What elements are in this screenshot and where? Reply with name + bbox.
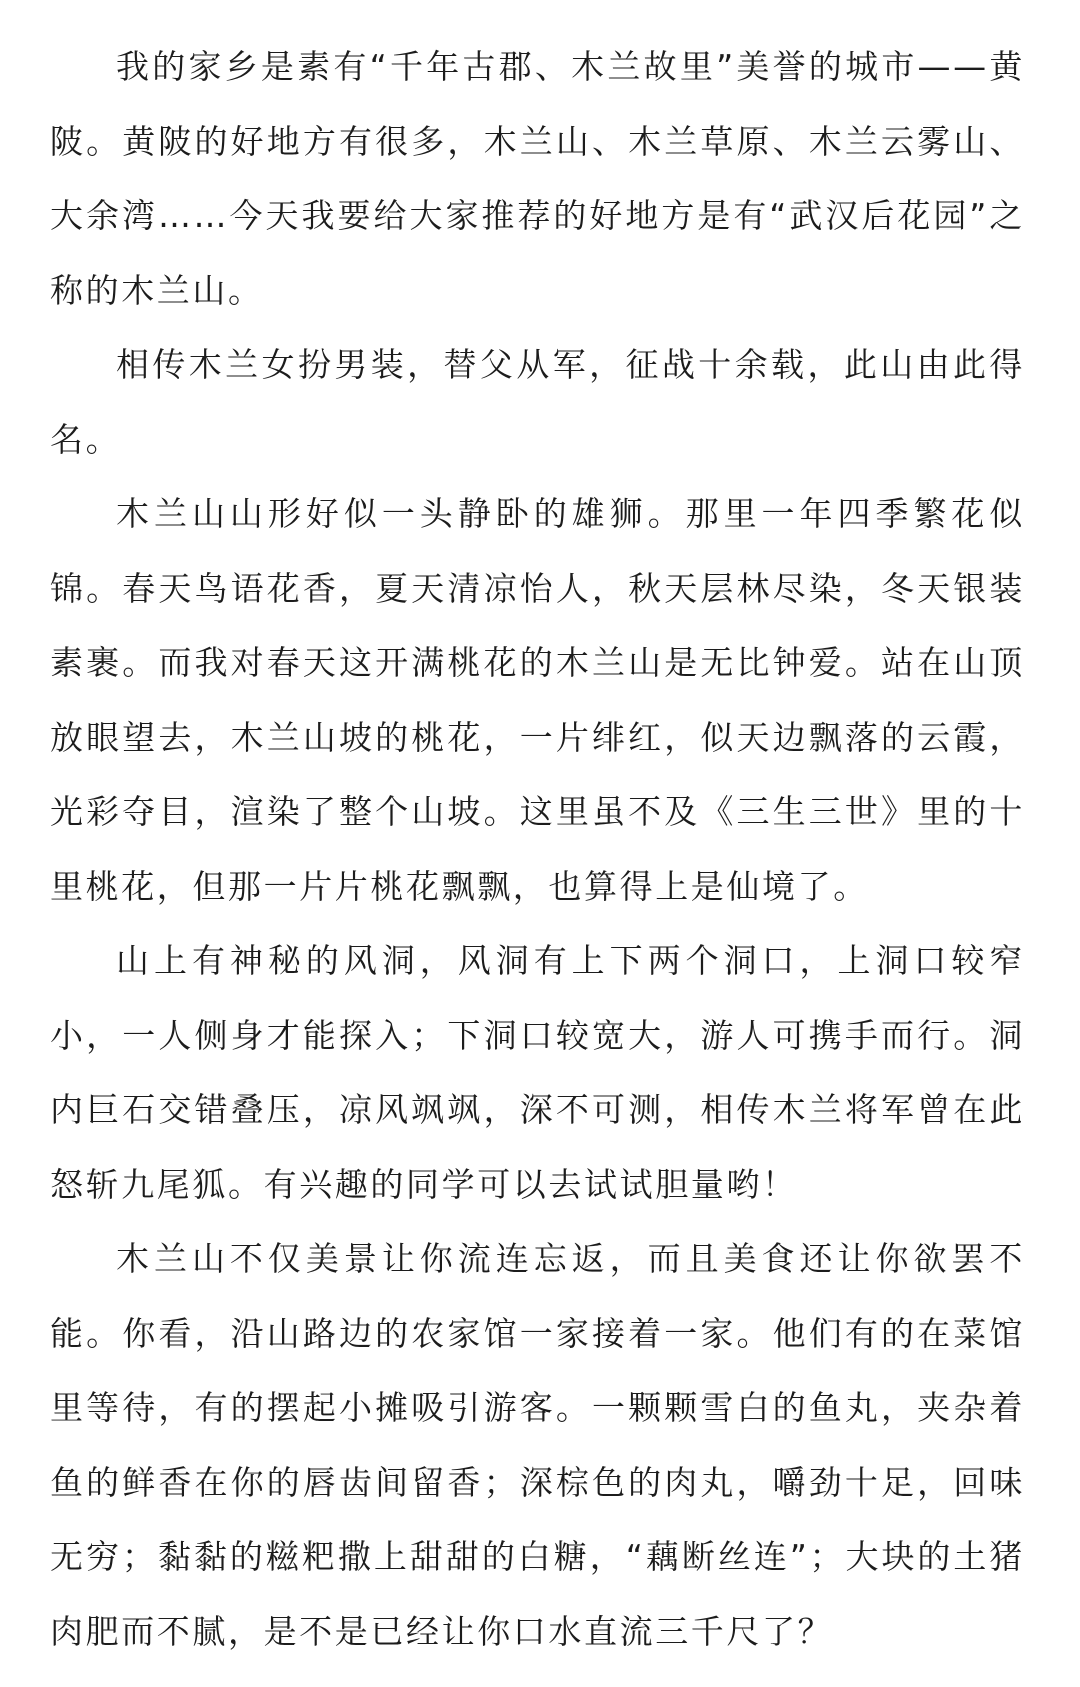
paragraph-wind-cave: 山上有神秘的风洞，风洞有上下两个洞口，上洞口较窄小，一人侧身才能探入；下洞口较宽大，游人可携手而行。洞内巨石交错叠压，凉风飒飒，深不可测，相传木兰将军曾在此怒斩九尾狐。有兴趣的同学可以去试试胆量哟！	[50, 941, 1025, 1204]
paragraph-mountain-scenery: 木兰山山形好似一头静卧的雄狮。那里一年四季繁花似锦。春天鸟语花香，夏天清凉怡人，秋天层林尽染，冬天银装素裹。而我对春天这开满桃花的木兰山是无比钟爱。站在山顶放眼望去，木兰山坡的桃花，一片绯红，似天边飘落的云霞，光彩夺目，渲染了整个山坡。这里虽不及《三生三世》里的十里桃花，但那一片片桃花飘飘，也算得上是仙境了。	[50, 494, 1025, 906]
paragraph-local-food: 木兰山不仅美景让你流连忘返，而且美食还让你欲罢不能。你看，沿山路边的农家馆一家接着一家。他们有的在菜馆里等待，有的摆起小摊吸引游客。一颗颗雪白的鱼丸，夹杂着鱼的鲜香在你的唇齿间留香；深棕色的肉丸，嚼劲十足，回味无穷；黏黏的糍粑撒上甜甜的白糖，“藕断丝连”；大块的土猪肉肥而不腻，是不是已经让你口水直流三千尺了？	[50, 1239, 1025, 1651]
paragraph-hometown-intro: 我的家乡是素有“千年古郡、木兰故里”美誉的城市——黄陂。黄陂的好地方有很多，木兰山、木兰草原、木兰云雾山、大余湾……今天我要给大家推荐的好地方是有“武汉后花园”之称的木兰山。	[50, 47, 1025, 310]
paragraph-mulan-legend: 相传木兰女扮男装，替父从军，征战十余载，此山由此得名。	[50, 345, 1025, 459]
